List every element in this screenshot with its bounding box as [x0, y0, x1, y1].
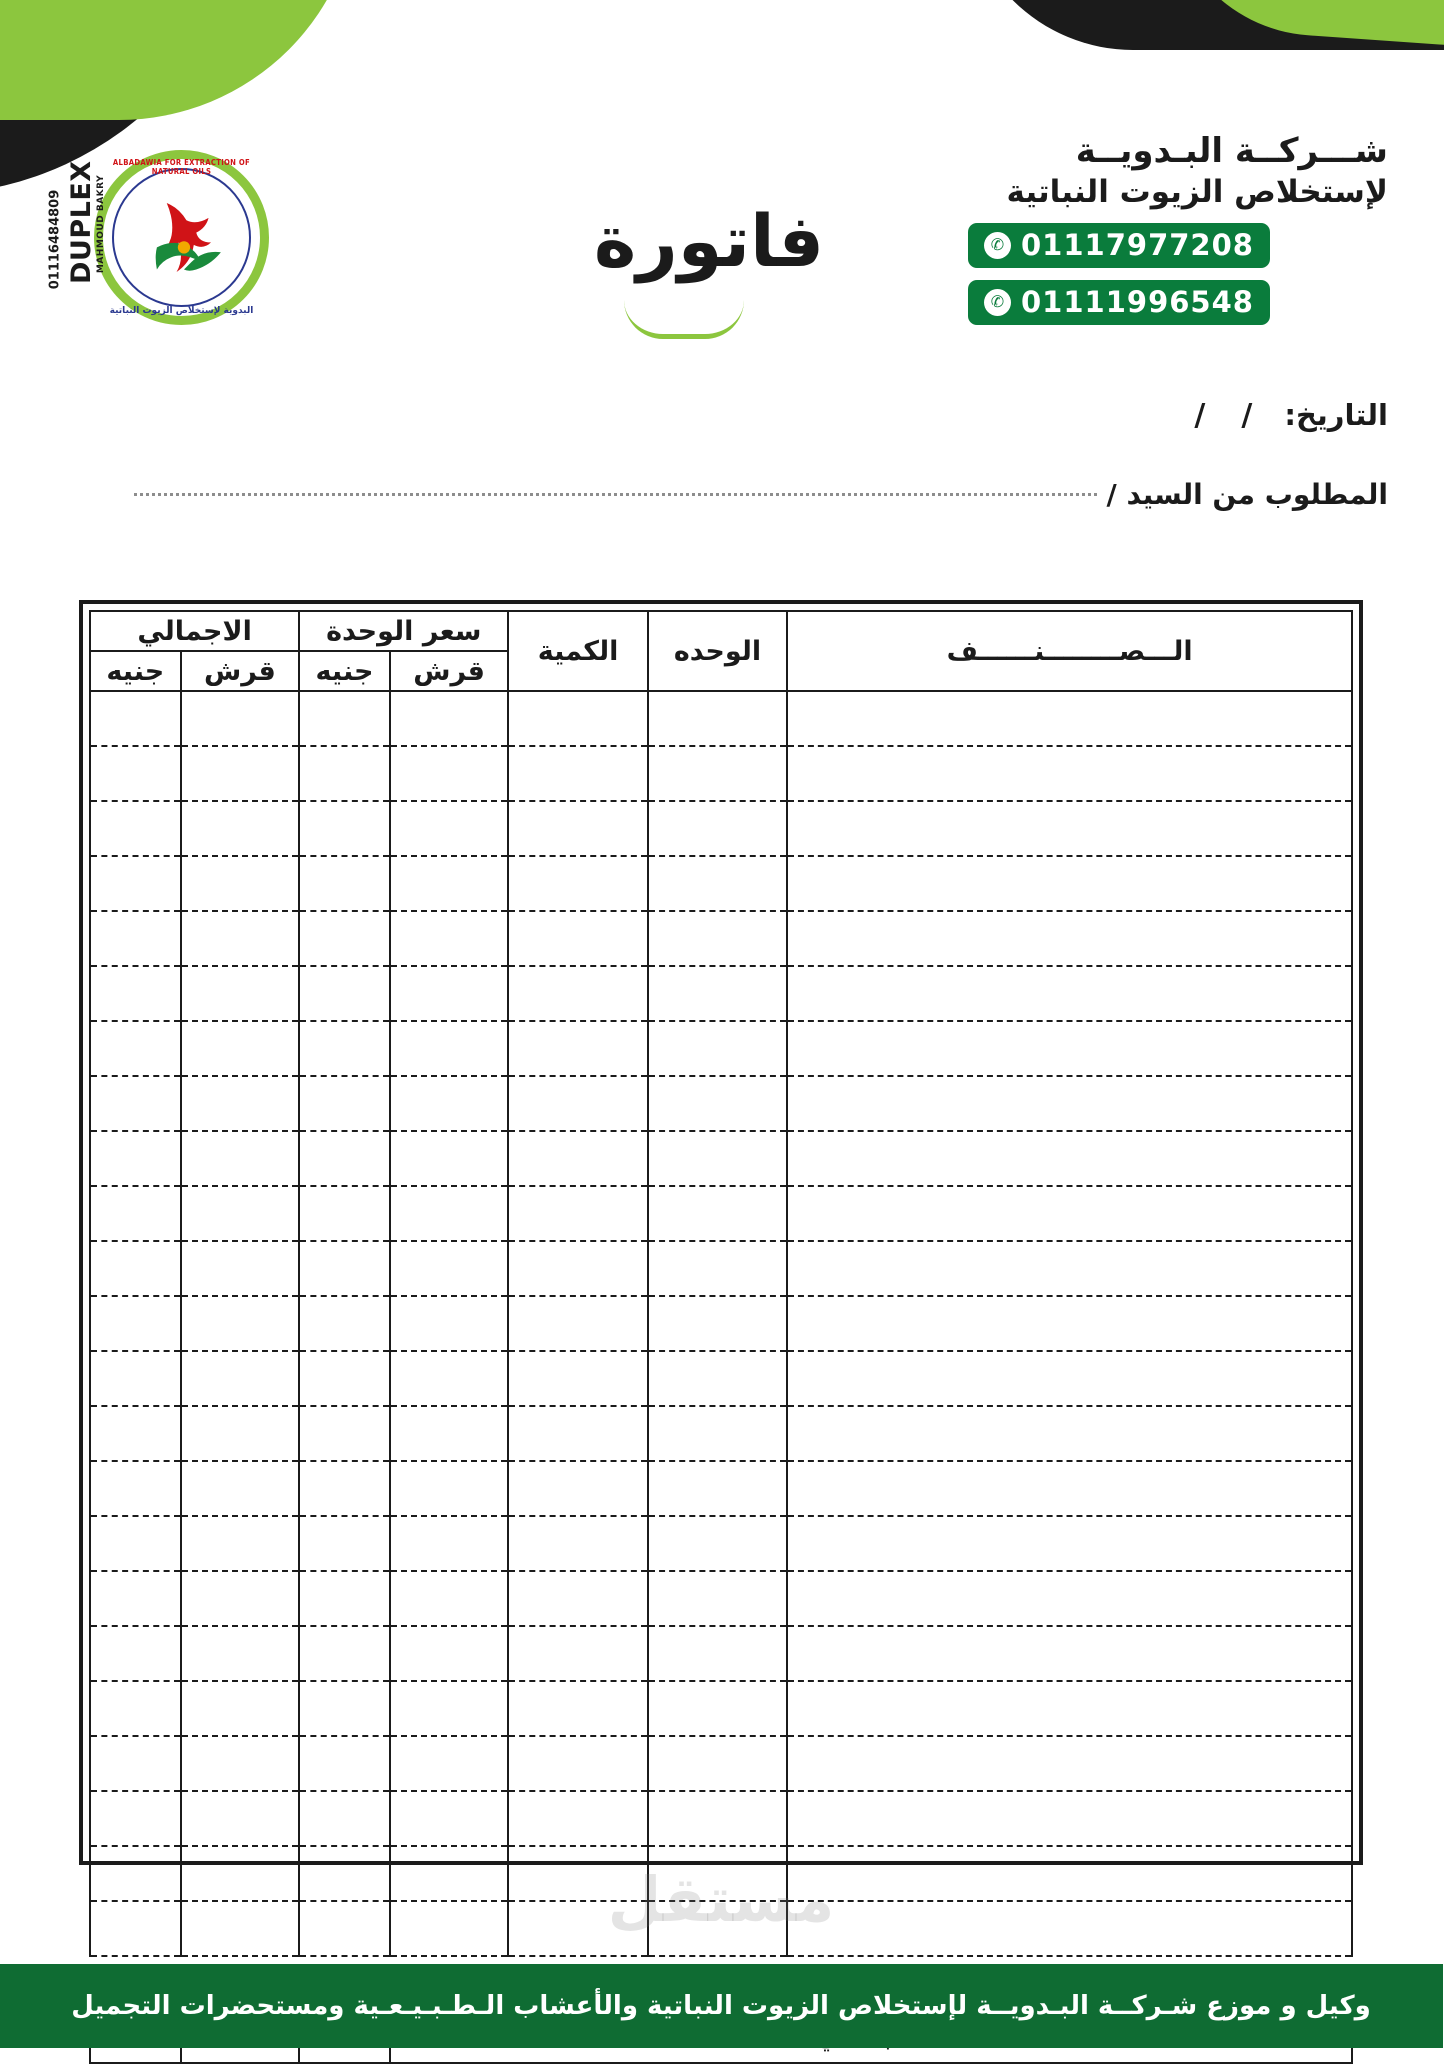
cell-item[interactable] — [788, 966, 1353, 1021]
recipient-field — [135, 478, 1389, 511]
invoice-table — [80, 600, 1364, 1865]
cell-unit-price-pound[interactable] — [300, 691, 391, 746]
cell-total-pound[interactable] — [91, 1076, 182, 1131]
cell-unit-price-piaster[interactable] — [391, 1461, 510, 1516]
cell-quantity[interactable] — [509, 1626, 648, 1681]
phone-row-1 — [969, 223, 1389, 268]
recipient-input-line[interactable] — [135, 493, 1098, 496]
table-row — [91, 1791, 1353, 1846]
cell-unit[interactable] — [649, 1076, 788, 1131]
cell-unit-price-piaster[interactable] — [391, 1791, 510, 1846]
cell-unit-price-pound[interactable] — [300, 1626, 391, 1681]
cell-total-pound[interactable] — [91, 691, 182, 746]
cell-total-piaster[interactable] — [182, 801, 301, 856]
cell-item[interactable] — [788, 1461, 1353, 1516]
cell-total-piaster[interactable] — [182, 1021, 301, 1076]
cell-unit-price-piaster[interactable] — [391, 1241, 510, 1296]
cell-total-piaster[interactable] — [182, 1571, 301, 1626]
cell-unit[interactable] — [649, 1296, 788, 1351]
company-name-line2: لإستخلاص الزيوت النباتية — [1007, 173, 1389, 210]
header-unit-price-piaster: قرش — [391, 651, 510, 691]
cell-total-pound[interactable] — [91, 801, 182, 856]
cell-total-pound[interactable] — [91, 911, 182, 966]
cell-unit-price-pound[interactable] — [300, 856, 391, 911]
cell-item[interactable] — [788, 856, 1353, 911]
phone-icon: ✆ — [985, 289, 1012, 316]
cell-total-piaster[interactable] — [182, 1791, 301, 1846]
cell-unit-price-piaster[interactable] — [391, 1626, 510, 1681]
date-separator-2: / — [1195, 398, 1207, 433]
cell-total-piaster[interactable] — [182, 691, 301, 746]
cell-total-piaster[interactable] — [182, 1241, 301, 1296]
cell-item[interactable] — [788, 746, 1353, 801]
cell-unit-price-pound[interactable] — [300, 746, 391, 801]
cell-unit-price-pound[interactable] — [300, 1901, 391, 1956]
table-row — [91, 1296, 1353, 1351]
cell-total-piaster[interactable] — [182, 911, 301, 966]
cell-unit-price-pound[interactable] — [300, 1846, 391, 1901]
cell-item[interactable] — [788, 1186, 1353, 1241]
cell-unit-price-pound[interactable] — [300, 1791, 391, 1846]
cell-quantity[interactable] — [509, 1406, 648, 1461]
cell-unit-price-pound[interactable] — [300, 1351, 391, 1406]
phone-row-2 — [969, 280, 1389, 325]
cell-total-piaster[interactable] — [182, 1736, 301, 1791]
cell-quantity[interactable] — [509, 1076, 648, 1131]
cell-item[interactable] — [788, 1736, 1353, 1791]
header-total-piaster: قرش — [182, 651, 301, 691]
cell-total-pound[interactable] — [91, 1406, 182, 1461]
table-row — [91, 966, 1353, 1021]
cell-item[interactable] — [788, 1131, 1353, 1186]
cell-quantity[interactable] — [509, 1186, 648, 1241]
cell-unit-price-pound[interactable] — [300, 1241, 391, 1296]
cell-total-pound[interactable] — [91, 1736, 182, 1791]
cell-total-piaster[interactable] — [182, 1516, 301, 1571]
cell-quantity[interactable] — [509, 801, 648, 856]
cell-total-pound[interactable] — [91, 1846, 182, 1901]
cell-total-piaster[interactable] — [182, 746, 301, 801]
cell-unit-price-pound[interactable] — [300, 911, 391, 966]
phone-icon: ✆ — [985, 232, 1012, 259]
cell-unit[interactable] — [649, 1351, 788, 1406]
cell-unit[interactable] — [649, 1626, 788, 1681]
cell-quantity[interactable] — [509, 966, 648, 1021]
cell-quantity[interactable] — [509, 1351, 648, 1406]
cell-item[interactable] — [788, 1516, 1353, 1571]
company-name-line1: شـــركــة البـدويــة — [1076, 131, 1389, 171]
cell-unit[interactable] — [649, 1406, 788, 1461]
cell-unit[interactable] — [649, 1736, 788, 1791]
cell-total-pound[interactable] — [91, 1241, 182, 1296]
company-logo — [95, 150, 270, 325]
cell-unit-price-piaster[interactable] — [391, 1186, 510, 1241]
cell-item[interactable] — [788, 1021, 1353, 1076]
cell-item[interactable] — [788, 1846, 1353, 1901]
cell-total-piaster[interactable] — [182, 1406, 301, 1461]
cell-unit-price-pound[interactable] — [300, 1021, 391, 1076]
cell-item[interactable] — [788, 1901, 1353, 1956]
cell-unit-price-piaster[interactable] — [391, 1681, 510, 1736]
cell-total-pound[interactable] — [91, 1131, 182, 1186]
cell-total-pound[interactable] — [91, 966, 182, 1021]
logo-arabic-text: البدوية لإستخلاص الزيوت النباتية — [110, 306, 255, 316]
cell-unit[interactable] — [649, 966, 788, 1021]
cell-unit-price-pound[interactable] — [300, 1516, 391, 1571]
cell-total-piaster[interactable] — [182, 1901, 301, 1956]
company-phone-2[interactable] — [969, 280, 1271, 325]
company-phone-1[interactable] — [969, 223, 1271, 268]
header-quantity: الكمية — [509, 611, 648, 691]
recipient-label: المطلوب من السيد / — [1107, 478, 1389, 511]
cell-item[interactable] — [788, 1406, 1353, 1461]
printer-phone: 01116484809 — [48, 189, 64, 290]
table-row — [91, 1351, 1353, 1406]
cell-unit-price-piaster[interactable] — [391, 1516, 510, 1571]
cell-unit-price-piaster[interactable] — [391, 856, 510, 911]
table-row — [91, 1736, 1353, 1791]
cell-total-pound[interactable] — [91, 1681, 182, 1736]
cell-item[interactable] — [788, 1241, 1353, 1296]
date-field — [1195, 398, 1389, 433]
cell-total-pound[interactable] — [91, 1791, 182, 1846]
table-row — [91, 1571, 1353, 1626]
logo-english-text: ALBADAWIA FOR EXTRACTION OF NATURAL OILS — [113, 158, 252, 176]
cell-quantity[interactable] — [509, 1241, 648, 1296]
cell-unit[interactable] — [649, 1131, 788, 1186]
cell-item[interactable] — [788, 801, 1353, 856]
header-total: الاجمالي — [91, 611, 300, 651]
header-item: الـــصــــــــنــــــف — [788, 611, 1353, 691]
cell-unit-price-pound[interactable] — [300, 1406, 391, 1461]
cell-unit[interactable] — [649, 1901, 788, 1956]
cell-unit-price-pound[interactable] — [300, 1076, 391, 1131]
cell-unit[interactable] — [649, 1571, 788, 1626]
cell-item[interactable] — [788, 911, 1353, 966]
cell-item[interactable] — [788, 1351, 1353, 1406]
cell-total-pound[interactable] — [91, 1296, 182, 1351]
cell-unit-price-pound[interactable] — [300, 1571, 391, 1626]
cell-total-piaster[interactable] — [182, 1186, 301, 1241]
cell-unit[interactable] — [649, 1516, 788, 1571]
table-body — [91, 691, 1353, 2011]
cell-item[interactable] — [788, 691, 1353, 746]
table-row — [91, 1131, 1353, 1186]
company-info — [969, 130, 1389, 325]
table-header-row-1 — [91, 611, 1353, 651]
cell-total-pound[interactable] — [91, 1571, 182, 1626]
cell-unit-price-piaster[interactable] — [391, 1021, 510, 1076]
cell-unit[interactable] — [649, 1846, 788, 1901]
date-slots[interactable] — [1195, 398, 1253, 433]
header-unit-price: سعر الوحدة — [300, 611, 509, 651]
cell-item[interactable] — [788, 1626, 1353, 1681]
cell-quantity[interactable] — [509, 856, 648, 911]
company-phone-1-number: 01117977208 — [1022, 228, 1255, 263]
table-row — [91, 801, 1353, 856]
cell-total-pound[interactable] — [91, 746, 182, 801]
cell-unit[interactable] — [649, 801, 788, 856]
date-label: التاريخ: — [1285, 398, 1389, 432]
cell-total-piaster[interactable] — [182, 1461, 301, 1516]
printer-brand-name: DUPLEX — [67, 160, 98, 284]
cell-unit-price-pound[interactable] — [300, 1461, 391, 1516]
printer-brand-stamp — [67, 160, 107, 284]
cell-quantity[interactable] — [509, 1846, 648, 1901]
cell-item[interactable] — [788, 1791, 1353, 1846]
table-row — [91, 856, 1353, 911]
table-row — [91, 1846, 1353, 1901]
watermark: مستقل — [608, 1863, 836, 1936]
cell-unit[interactable] — [649, 1186, 788, 1241]
cell-quantity[interactable] — [509, 746, 648, 801]
table-row — [91, 1901, 1353, 1956]
cell-item[interactable] — [788, 1571, 1353, 1626]
cell-total-piaster[interactable] — [182, 1626, 301, 1681]
cell-unit[interactable] — [649, 746, 788, 801]
cell-item[interactable] — [788, 1076, 1353, 1131]
footer-divider — [0, 1957, 1444, 1964]
cell-quantity[interactable] — [509, 1791, 648, 1846]
cell-total-piaster[interactable] — [182, 1296, 301, 1351]
cell-quantity[interactable] — [509, 1131, 648, 1186]
cell-unit[interactable] — [649, 856, 788, 911]
footer-text: وكيل و موزع شـركــة البـدويــة لإستخلاص الزيوت النباتية والأعشاب الـطـبـيـعـية ومستحضرات التجميل — [72, 1991, 1372, 2021]
cell-unit-price-piaster[interactable] — [391, 691, 510, 746]
header-unit-price-pound: جنيه — [300, 651, 391, 691]
header-unit: الوحده — [649, 611, 788, 691]
cell-total-pound[interactable] — [91, 1516, 182, 1571]
footer-bar — [0, 1964, 1444, 2048]
cell-unit-price-pound[interactable] — [300, 1296, 391, 1351]
cell-quantity[interactable] — [509, 1461, 648, 1516]
table-row — [91, 1681, 1353, 1736]
cell-unit[interactable] — [649, 1461, 788, 1516]
printer-brand-sub: MAHMOUD BAKRY — [97, 174, 107, 274]
cell-total-piaster[interactable] — [182, 1351, 301, 1406]
cell-total-pound[interactable] — [91, 1461, 182, 1516]
table-row — [91, 1626, 1353, 1681]
cell-unit-price-piaster[interactable] — [391, 1846, 510, 1901]
cell-quantity[interactable] — [509, 1296, 648, 1351]
cell-unit[interactable] — [649, 691, 788, 746]
table-row — [91, 1076, 1353, 1131]
cell-quantity[interactable] — [509, 1736, 648, 1791]
cell-unit-price-pound[interactable] — [300, 801, 391, 856]
cell-unit-price-piaster[interactable] — [391, 801, 510, 856]
cell-quantity[interactable] — [509, 691, 648, 746]
cell-unit-price-pound[interactable] — [300, 1131, 391, 1186]
cell-unit-price-pound[interactable] — [300, 1186, 391, 1241]
cell-total-pound[interactable] — [91, 1186, 182, 1241]
cell-unit-price-piaster[interactable] — [391, 911, 510, 966]
cell-unit[interactable] — [649, 1791, 788, 1846]
cell-total-piaster[interactable] — [182, 1846, 301, 1901]
title-underline-swoosh — [625, 300, 745, 339]
table-row — [91, 1516, 1353, 1571]
header-total-pound: جنيه — [91, 651, 182, 691]
cell-item[interactable] — [788, 1681, 1353, 1736]
cell-unit-price-piaster[interactable] — [391, 1406, 510, 1461]
cell-total-pound[interactable] — [91, 1021, 182, 1076]
cell-quantity[interactable] — [509, 1516, 648, 1571]
cell-unit-price-piaster[interactable] — [391, 1901, 510, 1956]
cell-total-piaster[interactable] — [182, 966, 301, 1021]
cell-unit-price-piaster[interactable] — [391, 1351, 510, 1406]
header-decoration-green-left — [0, 0, 360, 120]
cell-quantity[interactable] — [509, 911, 648, 966]
cell-total-piaster[interactable] — [182, 1131, 301, 1186]
table-row — [91, 691, 1353, 746]
cell-unit-price-piaster[interactable] — [391, 1076, 510, 1131]
cell-quantity[interactable] — [509, 1681, 648, 1736]
cell-unit-price-piaster[interactable] — [391, 1571, 510, 1626]
cell-unit-price-pound[interactable] — [300, 1681, 391, 1736]
cell-quantity[interactable] — [509, 1571, 648, 1626]
cell-item[interactable] — [788, 1296, 1353, 1351]
company-phone-2-number: 01111996548 — [1022, 285, 1255, 320]
cell-unit-price-pound[interactable] — [300, 1736, 391, 1791]
cell-unit[interactable] — [649, 1681, 788, 1736]
cell-quantity[interactable] — [509, 1901, 648, 1956]
cell-total-piaster[interactable] — [182, 1076, 301, 1131]
cell-quantity[interactable] — [509, 1021, 648, 1076]
cell-unit[interactable] — [649, 1241, 788, 1296]
table-row — [91, 1406, 1353, 1461]
cell-unit-price-piaster[interactable] — [391, 746, 510, 801]
table-row — [91, 1461, 1353, 1516]
cell-unit[interactable] — [649, 1021, 788, 1076]
logo-artwork — [121, 176, 244, 299]
cell-total-piaster[interactable] — [182, 1681, 301, 1736]
cell-total-pound[interactable] — [91, 1901, 182, 1956]
table-row — [91, 1241, 1353, 1296]
cell-unit-price-piaster[interactable] — [391, 966, 510, 1021]
cell-unit[interactable] — [649, 911, 788, 966]
cell-total-pound[interactable] — [91, 856, 182, 911]
table-row — [91, 1186, 1353, 1241]
cell-unit-price-piaster[interactable] — [391, 1131, 510, 1186]
cell-total-pound[interactable] — [91, 1626, 182, 1681]
cell-unit-price-piaster[interactable] — [391, 1296, 510, 1351]
table-row — [91, 911, 1353, 966]
table-row — [91, 1021, 1353, 1076]
cell-unit-price-piaster[interactable] — [391, 1736, 510, 1791]
cell-total-pound[interactable] — [91, 1351, 182, 1406]
page-title: فاتورة — [594, 199, 826, 283]
date-separator-1: / — [1242, 398, 1254, 433]
cell-total-piaster[interactable] — [182, 856, 301, 911]
cell-unit-price-pound[interactable] — [300, 966, 391, 1021]
table-row — [91, 746, 1353, 801]
